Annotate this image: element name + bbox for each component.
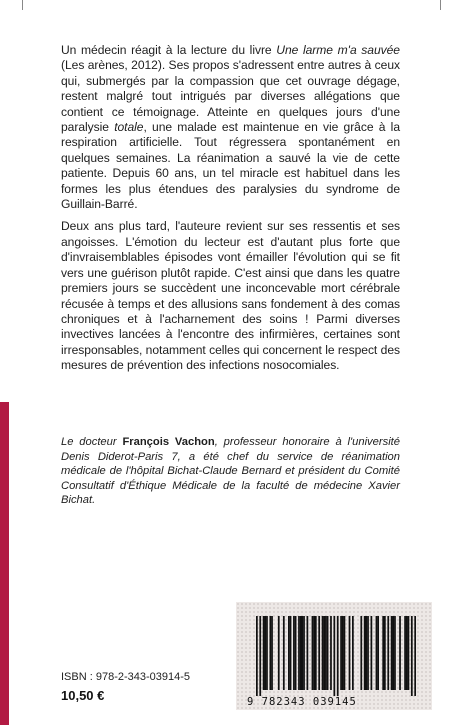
barcode-bar [364, 616, 366, 690]
barcode-bar [303, 616, 305, 690]
barcode-bar [411, 616, 413, 696]
barcode-bar [295, 616, 297, 690]
crop-mark-right [440, 0, 441, 10]
barcode-bar [293, 616, 295, 690]
barcode-bar [404, 616, 406, 690]
barcode-bar [344, 616, 346, 690]
book-title: Une larme m'a sauvée [276, 43, 400, 57]
barcode-bar [312, 616, 314, 690]
barcode-bar [269, 616, 271, 690]
barcode-bar [290, 616, 292, 690]
bio-prefix: Le docteur [61, 436, 123, 448]
barcode-bar [300, 616, 302, 690]
barcode-bar [371, 616, 373, 690]
barcode-bar [342, 616, 344, 690]
blurb-p1-lead: Un médecin réagit à la lecture du livre [61, 43, 277, 57]
barcode-bar [384, 616, 386, 690]
barcode-bar [313, 616, 315, 690]
blurb-paragraph-2: Deux ans plus tard, l'auteure revient sur ses ressentis et ses angoisses. L'émotion du lecteur est d'autant plus forte que d'invraisemblables épisodes vont émailler l'évolution qui se fit vers une guérison plutôt rapide. C'est ainsi que dans les quatre premiers jours se succèdent une inconcevable mort cérébrale récusée à temps et des allusions sans fondement à des comas chroniques et à l'acharnement des soins ! Parmi diverses invectives lancées à l'encontre des infirmières, certaines sont irresponsables, notamment celles qui concernent le respect des mesures de prévention des infections nosocomiales. [61, 219, 400, 373]
barcode-bar [298, 616, 300, 690]
barcode-bar [315, 616, 317, 690]
price-label: 10,50 € [61, 688, 105, 703]
barcode-bar [382, 616, 384, 690]
barcode [256, 616, 416, 696]
barcode-bar [365, 616, 367, 690]
barcode-bar [322, 616, 324, 690]
barcode-bar [414, 616, 416, 696]
barcode-bar [259, 616, 261, 696]
barcode-bar [271, 616, 273, 690]
barcode-bar [349, 616, 351, 690]
spine-stripe-top [0, 0, 9, 402]
blurb [61, 43, 400, 381]
barcode-bar [333, 616, 335, 696]
barcode-bar [266, 616, 268, 690]
author-bio [61, 435, 400, 508]
barcode-bar [330, 616, 332, 690]
barcode-digits: 9 782343 039145 [247, 696, 357, 708]
barcode-bar [256, 616, 258, 696]
barcode-bar [360, 616, 362, 690]
barcode-bar [318, 616, 320, 690]
barcode-bar [394, 616, 396, 690]
isbn-label: ISBN : 978-2-343-03914-5 [61, 671, 191, 683]
barcode-bar [406, 616, 408, 690]
barcode-bar [307, 616, 309, 690]
author-name: François Vachon [122, 436, 215, 448]
blurb-paragraph-1 [61, 43, 400, 212]
barcode-bar [327, 616, 329, 690]
barcode-bar [387, 616, 389, 690]
barcode-bar [264, 616, 266, 690]
barcode-bar [399, 616, 401, 690]
barcode-bar [408, 616, 410, 690]
barcode-bar [323, 616, 325, 690]
barcode-bar [337, 616, 339, 696]
barcode-bar [283, 616, 285, 690]
barcode-bar [340, 616, 342, 690]
blurb-p1-rest: (Les arènes, 2012). Ses propos s'adressent entre autres à ceux qui, submergés par la compassion que cet ouvrage dégage, restent malgré tout intrigués par diverses allégations que contient ce témoignage. Atteinte en quelques jours d'une paralysie [61, 58, 400, 135]
crop-mark-left [22, 0, 23, 10]
barcode-bar [288, 616, 290, 690]
barcode-bar [391, 616, 393, 690]
barcode-bar [278, 616, 280, 690]
bio-suffix: , professeur honoraire à l'université Denis Diderot-Paris 7, a été chef du service de réanimation médicale de l'hôpital Bichat-Claude Bernard et président du Comité Consultatif d'Éthique Médicale de la faculté de médecine Xavier Bichat. [61, 436, 401, 507]
barcode-bar [301, 616, 303, 690]
barcode-bar [377, 616, 379, 690]
blurb-p1-emphasis: totale [114, 120, 144, 135]
barcode-bar [367, 616, 369, 690]
barcode-bar [263, 616, 265, 690]
barcode-bar [392, 616, 394, 690]
barcode-bar [352, 616, 354, 690]
barcode-bar [376, 616, 378, 690]
blurb-p1-tail: , une malade est maintenue en vie grâce à la respiration artificielle. Tout régressera spontanément en quelques semaines. La réanimation a sauvé la vie de cette patiente. Depuis 60 ans, un tel miracle est habituel dans les formes les plus étendues des paralysies du syndrome de Guillain-Barré. [61, 120, 400, 212]
barcode-bar [325, 616, 327, 690]
